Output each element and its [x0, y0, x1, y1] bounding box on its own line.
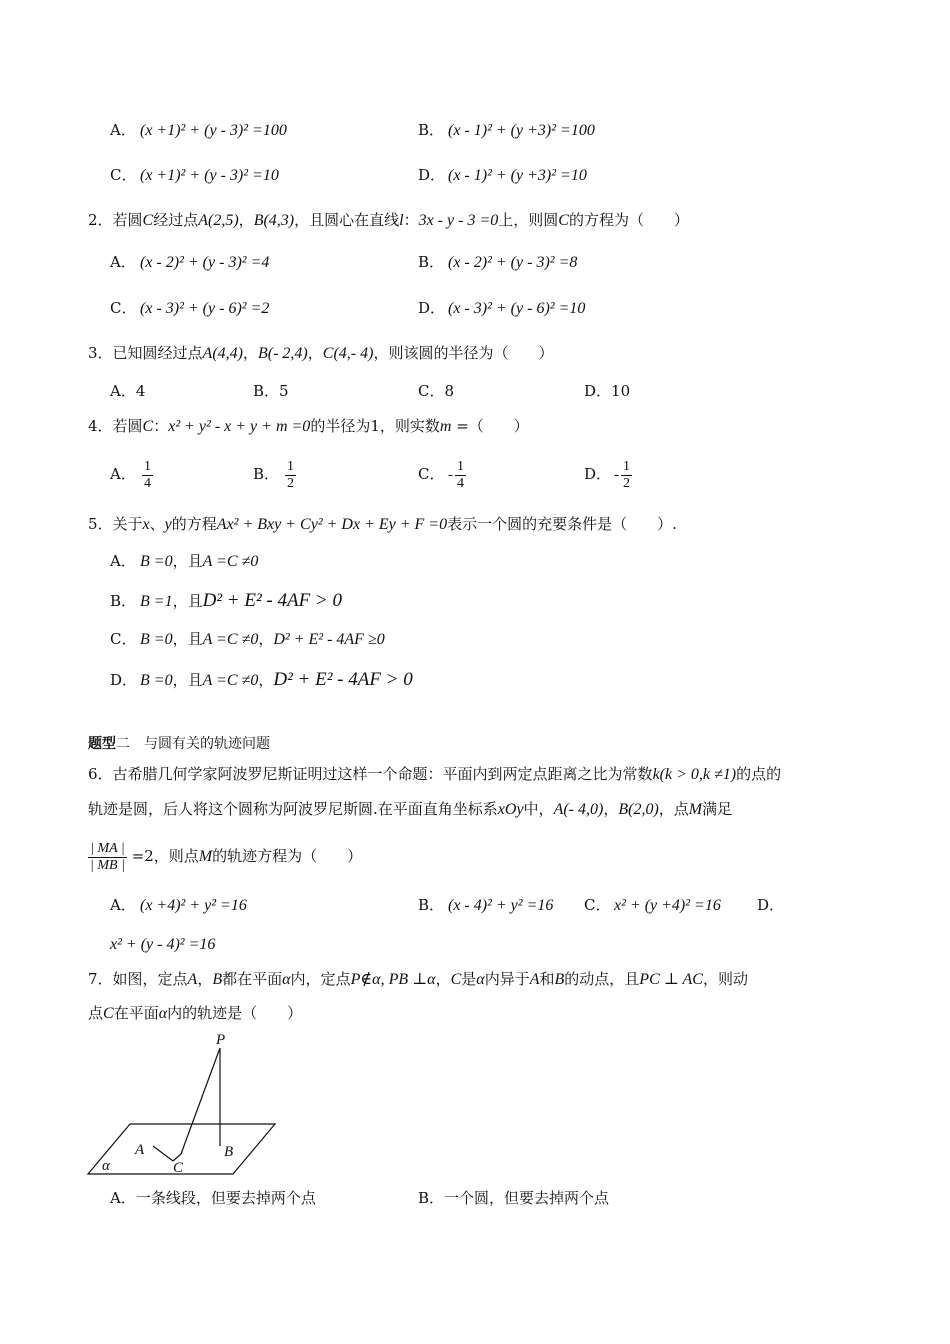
q6-stem-line3: $\frac{| MA |}{| MB |}$ =2，则点M的轨迹方程为（ ）	[90, 840, 363, 873]
plane-geometry-figure	[80, 1028, 290, 1180]
q5-option-a[interactable]: A． B =0，且A =C ≠0	[110, 552, 259, 570]
q4-stem: 4．若圆C：x² + y² - x + y + m =0的半径为1，则实数m =（ ）	[88, 417, 529, 435]
q6-option-b[interactable]: B． (x - 4)² + y² =16	[418, 896, 554, 914]
option-label: A．	[110, 121, 136, 139]
q3-option-c[interactable]: C．8	[418, 382, 455, 400]
q6-option-a[interactable]: A． (x +4)² + y² =16	[110, 896, 247, 914]
point-p-label: P	[216, 1032, 226, 1048]
option-expr: (x +1)² + (y - 3)² =10	[140, 167, 279, 184]
q6-stem-line2: 轨迹是圆，后人将这个圆称为阿波罗尼斯圆.在平面直角坐标系xOy中，A(- 4,0)，B(2,0)，点M满足	[88, 800, 733, 818]
option-label: C．	[110, 166, 137, 184]
q2-option-a[interactable]: A． (x - 2)² + (y - 3)² =4	[110, 253, 270, 271]
q4-option-b[interactable]: B． $\frac{1}{2}$	[253, 458, 294, 491]
q7-option-a[interactable]: A．一条线段，但要去掉两个点	[110, 1189, 316, 1207]
point-b-label: B	[224, 1144, 234, 1160]
q5-option-d[interactable]: D． B =0，且A =C ≠0，D² + E² - 4AF > 0	[110, 669, 413, 690]
option-expr: (x +1)² + (y - 3)² =100	[140, 122, 287, 139]
q6-option-d-label[interactable]: D．	[757, 896, 785, 914]
q5-option-b[interactable]: B． B =1，且D² + E² - 4AF > 0	[110, 590, 342, 611]
segment-ac	[153, 1146, 173, 1161]
q7-option-b[interactable]: B．一个圆，但要去掉两个点	[418, 1189, 610, 1207]
q4-option-c[interactable]: C． - $\frac{1}{4}$	[418, 458, 464, 491]
plane-alpha-label: α	[102, 1158, 110, 1174]
q5-option-c[interactable]: C． B =0，且A =C ≠0，D² + E² - 4AF ≥0	[110, 630, 385, 648]
q5-stem: 5．关于x、y的方程Ax² + Bxy + Cy² + Dx + Ey + F =0表示一个圆的充要条件是（ ）.	[88, 515, 677, 533]
q3-option-b[interactable]: B．5	[253, 382, 289, 400]
q2-option-c[interactable]: C． (x - 3)² + (y - 6)² =2	[110, 299, 270, 317]
option-expr: (x - 1)² + (y +3)² =100	[448, 122, 595, 139]
option-expr: (x - 1)² + (y +3)² =10	[448, 167, 587, 184]
q3-option-d[interactable]: D．10	[584, 382, 631, 400]
option-label: B．	[418, 121, 445, 139]
option-label: D．	[418, 166, 446, 184]
point-a-label: A	[135, 1142, 145, 1158]
q2-stem: 2．若圆C经过点A(2,5)，B(4,3)，且圆心在直线l：3x - y - 3 =0上，则圆C的方程为（ ）	[88, 211, 689, 229]
q6-stem-line1: 6．古希腊几何学家阿波罗尼斯证明过这样一个命题：平面内到两定点距离之比为常数k(k > 0,k ≠1)的点的	[88, 765, 782, 783]
section-heading: 题型二 与圆有关的轨迹问题	[88, 736, 270, 752]
q7-stem-line2: 点C在平面α内的轨迹是（ ）	[88, 1004, 303, 1022]
q4-option-a[interactable]: A． $\frac{1}{4}$	[110, 458, 151, 491]
q1-option-a[interactable]	[110, 119, 287, 142]
point-c-label: C	[173, 1160, 184, 1176]
q2-option-b[interactable]: B． (x - 2)² + (y - 3)² =8	[418, 253, 578, 271]
q1-option-c[interactable]	[110, 164, 279, 187]
q2-option-d[interactable]: D． (x - 3)² + (y - 6)² =10	[418, 299, 586, 317]
q6-option-c[interactable]: C． x² + (y +4)² =16	[584, 896, 721, 914]
segment-pc-upper	[192, 1048, 220, 1124]
segment-pc-hidden	[181, 1124, 192, 1154]
ratio-fraction: $\frac{| MA |}{| MB |}$	[90, 840, 125, 873]
q6-option-d[interactable]: x² + (y - 4)² =16	[110, 936, 216, 953]
q7-stem-line1: 7．如图，定点A，B都在平面α内，定点P∉α, PB ⊥α，C是α内异于A和B的动点，且PC ⊥ AC，则动	[88, 970, 748, 988]
q1-option-b[interactable]	[418, 119, 595, 142]
q3-option-a[interactable]: A．4	[110, 382, 146, 400]
q4-option-d[interactable]: D． - $\frac{1}{2}$	[584, 458, 630, 491]
q1-option-d[interactable]	[418, 164, 587, 187]
q3-stem: 3．已知圆经过点A(4,4)，B(- 2,4)，C(4,- 4)，则该圆的半径为（ ）	[88, 344, 554, 362]
